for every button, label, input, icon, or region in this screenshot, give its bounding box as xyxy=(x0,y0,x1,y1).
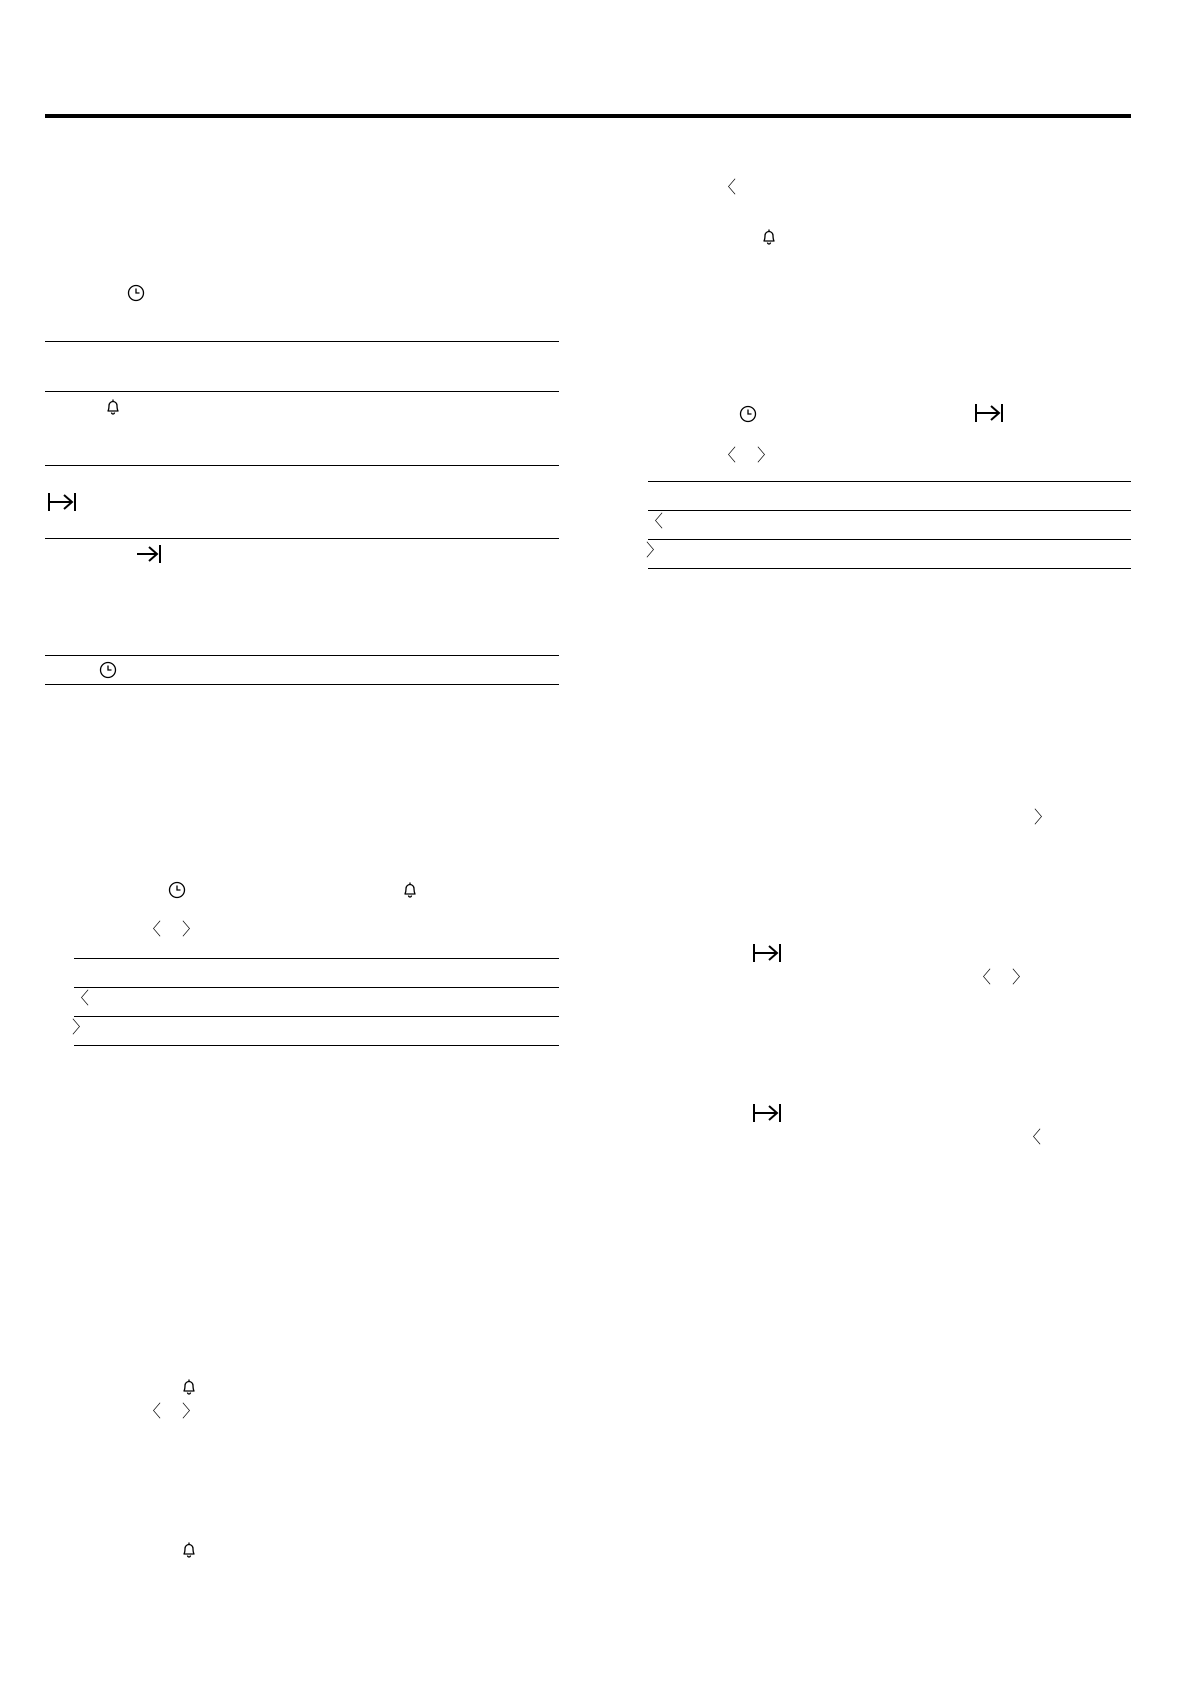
clock-icon xyxy=(99,661,117,679)
clock-icon xyxy=(739,405,757,423)
table-rule xyxy=(74,958,559,959)
table-rule xyxy=(74,1045,559,1046)
duration-icon xyxy=(47,491,77,513)
duration-icon xyxy=(752,1102,782,1124)
duration-icon xyxy=(752,942,782,964)
bell-icon xyxy=(760,228,778,246)
header-rule xyxy=(45,114,1131,118)
table-rule xyxy=(45,655,559,656)
clock-icon xyxy=(127,284,145,302)
table-rule xyxy=(648,568,1131,569)
end-time-icon xyxy=(136,543,162,565)
table-rule xyxy=(45,465,559,466)
table-rule xyxy=(45,341,559,342)
table-rule xyxy=(74,987,559,988)
chevron-left-icon: 〈 xyxy=(144,920,161,940)
chevron-right-icon: 〉 xyxy=(72,1018,89,1038)
chevron-left-icon: 〈 xyxy=(974,968,991,988)
table-rule xyxy=(74,1016,559,1017)
table-rule xyxy=(45,684,559,685)
bell-icon xyxy=(104,398,122,416)
chevron-right-icon: 〉 xyxy=(1034,808,1051,828)
chevron-left-icon: 〈 xyxy=(72,989,89,1009)
chevron-right-icon: 〉 xyxy=(646,541,663,561)
chevron-left-icon: 〈 xyxy=(719,446,736,466)
chevron-right-icon: 〉 xyxy=(182,1402,199,1422)
chevron-left-icon: 〈 xyxy=(719,178,736,198)
bell-icon xyxy=(180,1541,198,1559)
table-rule xyxy=(45,391,559,392)
chevron-left-icon: 〈 xyxy=(646,512,663,532)
chevron-right-icon: 〉 xyxy=(1012,968,1029,988)
table-rule xyxy=(648,539,1131,540)
bell-icon xyxy=(180,1378,198,1396)
table-rule xyxy=(45,538,559,539)
bell-icon xyxy=(401,881,419,899)
table-rule xyxy=(648,510,1131,511)
table-rule xyxy=(648,481,1131,482)
chevron-left-icon: 〈 xyxy=(144,1402,161,1422)
duration-icon xyxy=(974,402,1004,424)
chevron-right-icon: 〉 xyxy=(757,446,774,466)
chevron-right-icon: 〉 xyxy=(182,920,199,940)
clock-icon xyxy=(168,881,186,899)
chevron-left-icon: 〈 xyxy=(1024,1128,1041,1148)
